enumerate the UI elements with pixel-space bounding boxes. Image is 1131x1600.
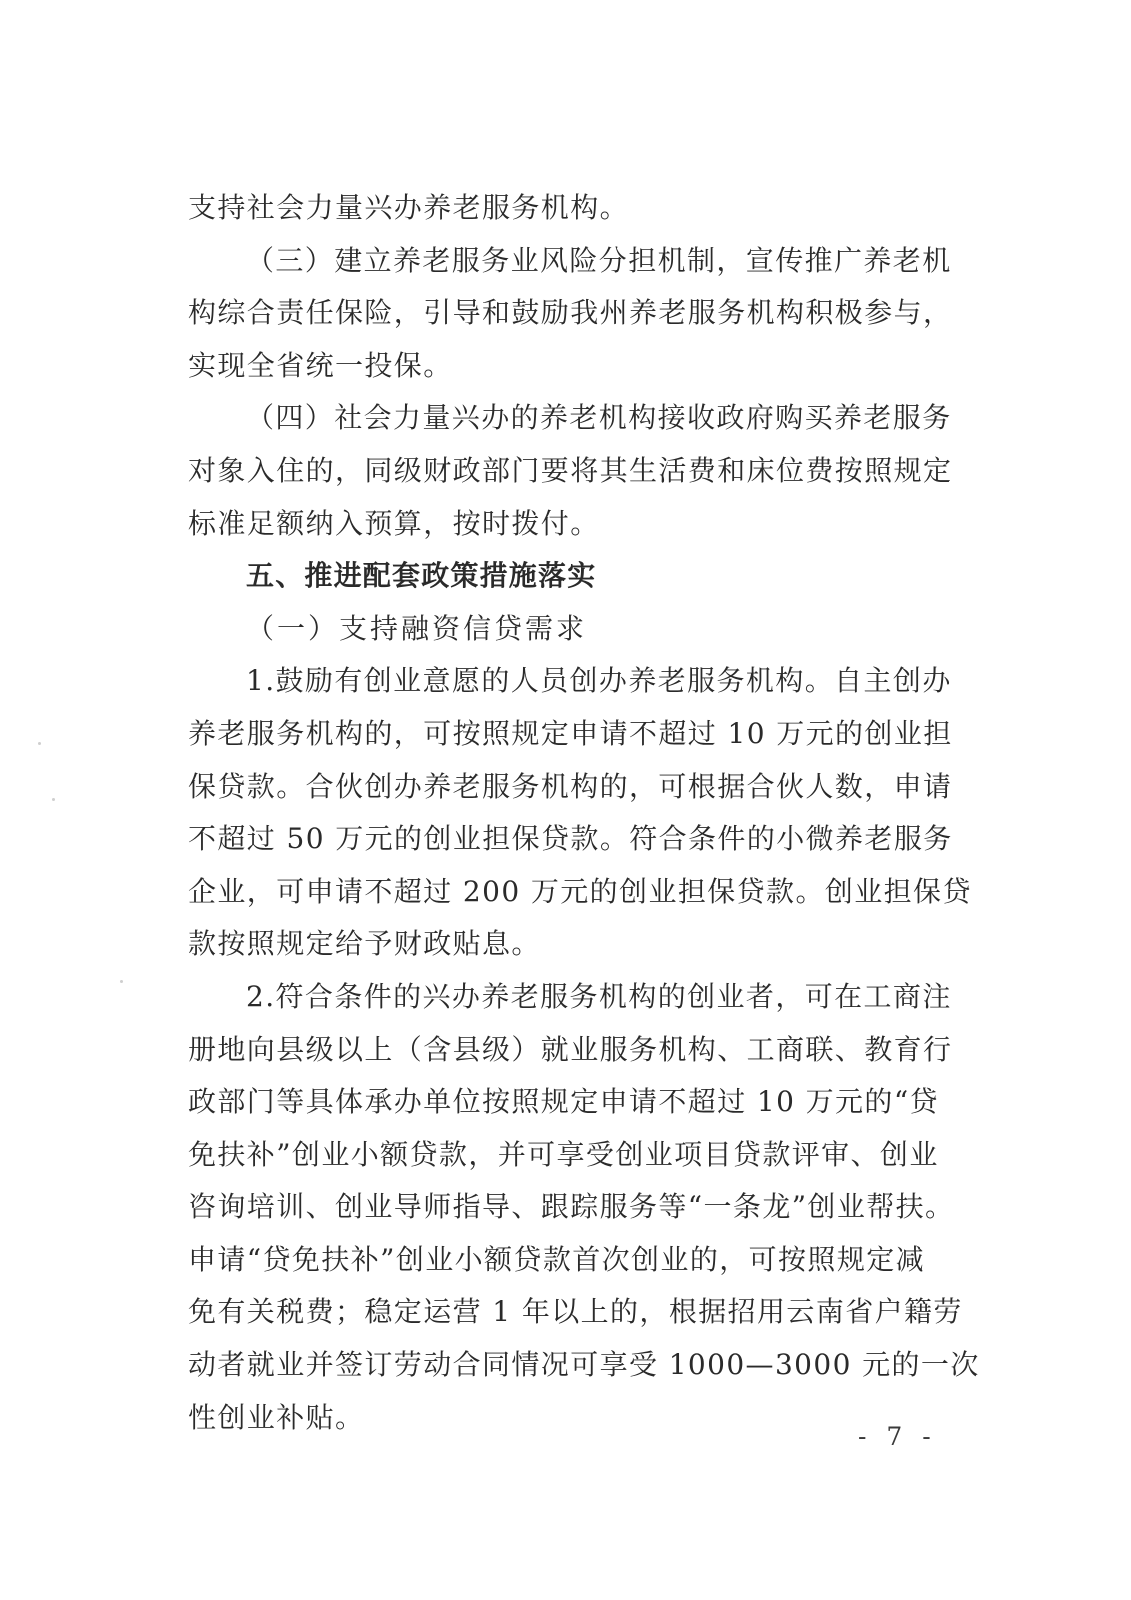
text-line: 册地向县级以上（含县级）就业服务机构、工商联、教育行 — [188, 1032, 953, 1066]
text-line: 款按照规定给予财政贴息。 — [188, 927, 541, 961]
text-line: 2.符合条件的兴办养老服务机构的创业者，可在工商注 — [246, 979, 952, 1013]
section-heading: 五、推进配套政策措施落实 — [246, 559, 597, 593]
text-line: 动者就业并签订劳动合同情况可享受 1000—3000 元的一次 — [188, 1348, 980, 1382]
scan-speck — [38, 742, 41, 745]
text-line: 免扶补”创业小额贷款，并可享受创业项目贷款评审、创业 — [188, 1137, 939, 1171]
text-line: 构综合责任保险，引导和鼓励我州养老服务机构积极参与， — [188, 296, 953, 330]
text-line: 实现全省统一投保。 — [188, 348, 453, 382]
text-line: 企业，可申请不超过 200 万元的创业担保贷款。创业担保贷 — [188, 874, 972, 908]
text-line: 性创业补贴。 — [188, 1400, 365, 1434]
text-line: 申请“贷免扶补”创业小额贷款首次创业的，可按照规定减 — [188, 1242, 926, 1276]
text-line: 支持社会力量兴办养老服务机构。 — [188, 191, 630, 224]
text-line: 养老服务机构的，可按照规定申请不超过 10 万元的创业担 — [188, 716, 953, 750]
text-line: 政部门等具体承办单位按照规定申请不超过 10 万元的“贷 — [188, 1085, 939, 1119]
scan-speck — [52, 798, 55, 801]
text-line: 免有关税费；稳定运营 1 年以上的，根据招用云南省户籍劳 — [188, 1295, 963, 1329]
scan-speck — [120, 980, 123, 983]
text-line: 对象入住的，同级财政部门要将其生活费和床位费按照规定 — [188, 453, 953, 487]
subsection-heading: （一）支持融资信贷需求 — [246, 611, 588, 645]
text-line: 不超过 50 万元的创业担保贷款。符合条件的小微养老服务 — [188, 822, 953, 856]
text-line: 保贷款。合伙创办养老服务机构的，可根据合伙人数，申请 — [188, 769, 953, 803]
text-line: 1.鼓励有创业意愿的人员创办养老服务机构。自主创办 — [246, 664, 952, 698]
page-number: - 7 - — [858, 1422, 937, 1451]
document-body — [188, 182, 980, 1444]
text-line: 咨询培训、创业导师指导、跟踪服务等“一条龙”创业帮扶。 — [188, 1190, 955, 1224]
text-line: （四）社会力量兴办的养老机构接收政府购买养老服务 — [246, 401, 952, 435]
text-line: （三）建立养老服务业风险分担机制，宣传推广养老机 — [246, 243, 952, 277]
text-line: 标准足额纳入预算，按时拨付。 — [188, 506, 600, 540]
